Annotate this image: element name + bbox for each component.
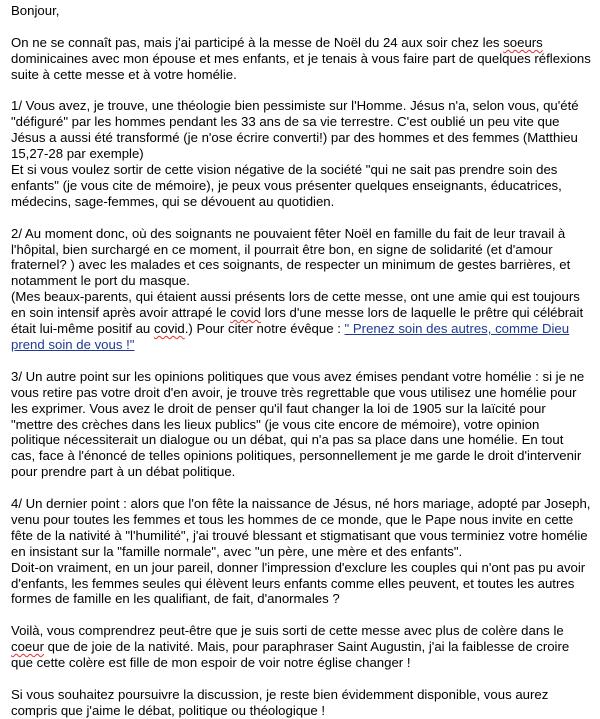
point-1-followup: Et si vous voulez sortir de cette vision négative de la société "qui ne sait pas prendre soin des enfants" (je vous cite de mémoire), je peux vous présenter quelques enseignants, éducatrices, médecins, sage-femmes, qui se dévouent au quotidien. bbox=[11, 162, 562, 209]
intro-text-2: dominicaines avec mon épouse et mes enfants, et je tenais à vous faire part de quelques réflexions suite à cette messe et à votre homélie. bbox=[11, 50, 591, 82]
greeting bbox=[11, 3, 591, 19]
spelling-flag-covid-1: covid bbox=[230, 305, 261, 321]
intro-paragraph bbox=[11, 35, 591, 83]
spelling-flag-coeur: coeur bbox=[11, 639, 44, 655]
final-paragraph bbox=[11, 687, 591, 719]
point-1-text: 1/ Vous avez, je trouve, une théologie bien pessimiste sur l'Homme. Jésus n'a, selon vous, qu'été "défiguré" par les hommes pendant les 33 ans de sa vie terrestre. C'est oublié un peu vite que Jésus a aussi été transformé (je n'ose écrire converti!) par des hommes et des femmes (Matthieu 15,27-28 par exemple) bbox=[11, 98, 579, 162]
point-4-followup: Doit-on vraiment, en un jour pareil, donner l'impression d'exclure les couples qui n'ont pas pu avoir d'enfants, les femmes seules qui élèvent leurs enfants comme elles peuvent, et toutes les autres formes de famille en les qualifiant, de fait, d'anormales ? bbox=[11, 559, 586, 607]
point-4-text: 4/ Un dernier point : alors que l'on fête la naissance de Jésus, né hors mariage, adopté par Joseph, venu pour toutes les femmes et tous les hommes de ce monde, que le Pape nous invite en cette fête de la nativité à "l'humilité", j'ai trouvé blessant et stigmatisant que vous terminiez votre homélie en insistant sur la "famille normale", avec "un père, une mère et des enfants". bbox=[11, 496, 591, 559]
point-2-aside-1: (Mes beaux-parents, qui étaient aussi présents lors de cette messe, ont une amie qui est toujours en soin intensif après avoir attrapé le bbox=[11, 289, 580, 321]
final-text: Si vous souhaitez poursuivre la discussion, je reste bien évidemment disponible, vous aurez compris que j'aime le débat, politique ou théologique ! bbox=[11, 686, 549, 718]
closing-paragraph bbox=[11, 623, 591, 671]
bishop-quote-link[interactable]: " Prenez soin des autres, comme Dieu prend soin de vous !" bbox=[11, 321, 570, 352]
intro-text-1: On ne se connaît pas, mais j'ai participé à la messe de Noël du 24 aux soir chez les bbox=[11, 34, 504, 50]
point-2-text: 2/ Au moment donc, où des soignants ne pouvaient fêter Noël en famille du fait de leur travail à l'hôpital, bien surchargé en ce moment, il pourrait être bon, en signe de solidarité (et d'amour fraternel? ) avec les malades et ces soignants, de respecter un minimum de gestes barrières, et notamment le port du masque. bbox=[11, 225, 571, 289]
point-2-aside-3: .) Pour citer notre évêque : bbox=[184, 321, 345, 337]
point-3-paragraph bbox=[11, 369, 591, 480]
point-3-text: 3/ Un autre point sur les opinions politiques que vous avez émises pendant votre homélie : si je ne vous retire pas votre droit d'en avoir, je trouve très regrettable que vous utilisez une homélie pour les exprimer. Vous avez le droit de penser qu'il faut changer la loi de 1905 sur la laïcité pour "mettre des crèches dans les lieux publics" (je vous cite encore de mémoire), votre opinion politique nécessiterait un dialogue ou un débat, qui n'a pas sa place dans une homélie. En tout cas, face à l'énoncé de telles opinions politiques, personnellement je me garde le droit d'intervenir pour prendre part à un débat politique. bbox=[11, 368, 585, 480]
point-4-paragraph bbox=[11, 496, 591, 607]
greeting-text: Bonjour, bbox=[11, 3, 60, 18]
point-2-aside-2: lors d'une messe lors de laquelle le prêtre qui célébrait était lui-même positif au bbox=[11, 305, 584, 337]
closing-text-2: que de joie de la nativité. Mais, pour paraphraser Saint Augustin, j'ai la faiblesse de croire que cette colère est fille de mon espoir de voir notre église changer ! bbox=[11, 639, 570, 671]
spelling-flag-covid-2: covid bbox=[153, 321, 185, 337]
spelling-flag-soeurs: soeurs bbox=[503, 34, 543, 50]
point-2-paragraph bbox=[11, 226, 591, 353]
point-1-paragraph bbox=[11, 98, 591, 209]
closing-text-1: Voilà, vous comprendrez peut-être que je suis sorti de cette messe avec plus de colère dans le bbox=[11, 623, 564, 639]
